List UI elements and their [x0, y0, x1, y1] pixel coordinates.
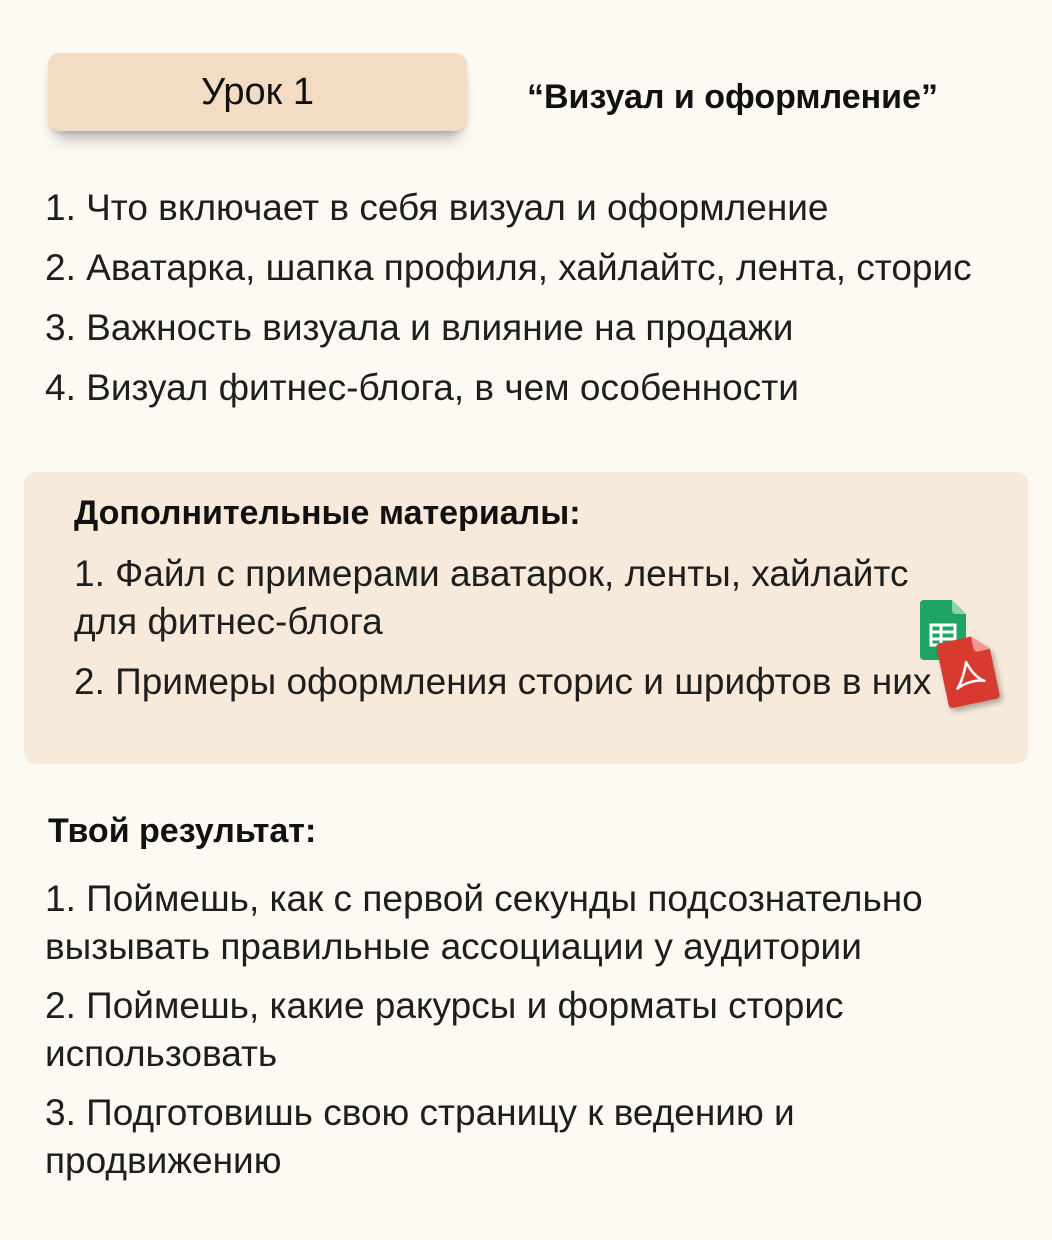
file-icons [920, 600, 996, 706]
lesson-title: “Визуал и оформление” [527, 78, 938, 116]
lesson-topics-list [45, 188, 972, 428]
pdf-file-icon[interactable] [942, 638, 994, 709]
lesson-number-badge [48, 53, 467, 131]
materials-list [74, 550, 974, 718]
additional-materials-panel [24, 472, 1028, 764]
list-item: 3. Важность визуала и влияние на продажи [45, 307, 794, 348]
material-item[interactable]: 2. Примеры оформления сторис и шрифтов в них [74, 661, 932, 702]
list-item: 1. Поймешь, как с первой секунды подсознательно вызывать правильные ассоциации у аудитории [45, 878, 923, 967]
result-heading: Твой результат: [48, 812, 317, 850]
materials-heading: Дополнительные материалы: [74, 494, 581, 532]
list-item: 1. Что включает в себя визуал и оформление [45, 187, 829, 228]
list-item: 2. Аватарка, шапка профиля, хайлайтс, лента, сторис [45, 247, 972, 288]
lesson-number-label: Урок 1 [200, 70, 315, 113]
list-item: 4. Визуал фитнес-блога, в чем особенности [45, 367, 799, 408]
list-item: 3. Подготовишь свою страницу к ведению и продвижению [45, 1092, 795, 1181]
result-list [45, 875, 1025, 1196]
material-item[interactable]: 1. Файл с примерами аватарок, ленты, хайлайтс для фитнес-блога [74, 553, 909, 642]
list-item: 2. Поймешь, какие ракурсы и форматы сторис использовать [45, 985, 844, 1074]
